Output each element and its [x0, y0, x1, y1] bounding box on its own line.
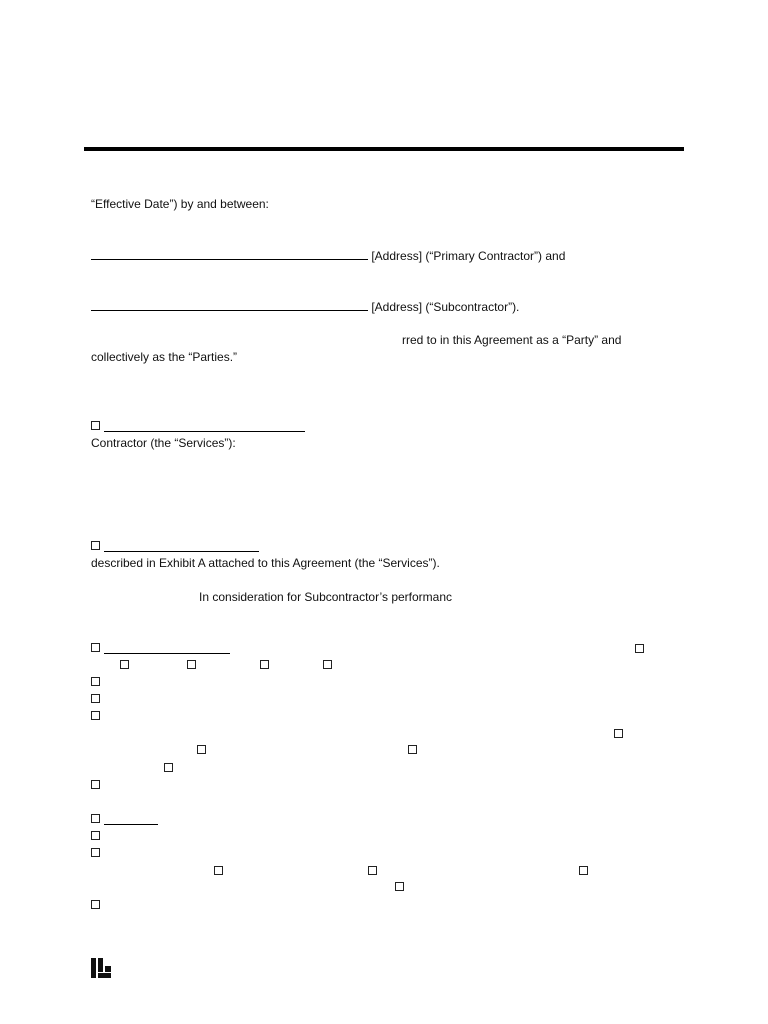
services-option-2-label: described in Exhibit A attached to this Agreement (the “Services”).	[91, 556, 440, 570]
payment-sub-checkbox-3[interactable]	[164, 763, 173, 772]
subcontractor-line	[91, 299, 519, 314]
term-option-1-checkbox[interactable]	[91, 814, 100, 823]
subcontractor-suffix: [Address] (“Subcontractor”).	[371, 300, 520, 314]
payment-option-1-checkbox[interactable]	[91, 643, 100, 652]
term-option-4-checkbox[interactable]	[91, 900, 100, 909]
header-rule	[84, 147, 684, 151]
services-option-2-checkbox[interactable]	[91, 541, 100, 550]
payment-sub-checkbox-2[interactable]	[408, 745, 417, 754]
term-option-2-checkbox[interactable]	[91, 831, 100, 840]
primary-contractor-line	[91, 248, 565, 263]
effective-date-line: “Effective Date”) by and between:	[91, 197, 269, 211]
payment-frequency-checkbox-4[interactable]	[323, 660, 332, 669]
party-fragment: rred to in this Agreement as a “Party” and	[402, 333, 622, 347]
primary-contractor-suffix: [Address] (“Primary Contractor”) and	[371, 249, 566, 263]
term-option-3-checkbox[interactable]	[91, 848, 100, 857]
payment-frequency-checkbox-1[interactable]	[120, 660, 129, 669]
brand-logo-icon	[91, 958, 111, 978]
payment-option-4-checkbox[interactable]	[91, 711, 100, 720]
subcontractor-name-blank[interactable]	[91, 299, 368, 311]
parties-line: collectively as the “Parties.”	[91, 350, 238, 364]
services-description-blank[interactable]	[104, 420, 305, 432]
payment-frequency-checkbox-2[interactable]	[187, 660, 196, 669]
term-sub-checkbox-4[interactable]	[395, 882, 404, 891]
payment-checkbox-right[interactable]	[635, 644, 644, 653]
term-sub-checkbox-1[interactable]	[214, 866, 223, 875]
payment-sub-checkbox-1[interactable]	[197, 745, 206, 754]
payment-option-2-checkbox[interactable]	[91, 677, 100, 686]
primary-contractor-name-blank[interactable]	[91, 248, 368, 260]
term-blank[interactable]	[104, 813, 158, 825]
exhibit-blank[interactable]	[104, 540, 259, 552]
payment-frequency-checkbox-3[interactable]	[260, 660, 269, 669]
payment-amount-blank[interactable]	[104, 642, 230, 654]
term-sub-checkbox-2[interactable]	[368, 866, 377, 875]
consideration-line: In consideration for Subcontractor’s performanc	[199, 590, 453, 604]
payment-option-5-checkbox[interactable]	[91, 780, 100, 789]
payment-option-3-checkbox[interactable]	[91, 694, 100, 703]
term-sub-checkbox-3[interactable]	[579, 866, 588, 875]
services-option-1-checkbox[interactable]	[91, 421, 100, 430]
payment-checkbox-right-2[interactable]	[614, 729, 623, 738]
services-option-1-label: Contractor (the “Services”):	[91, 436, 236, 450]
